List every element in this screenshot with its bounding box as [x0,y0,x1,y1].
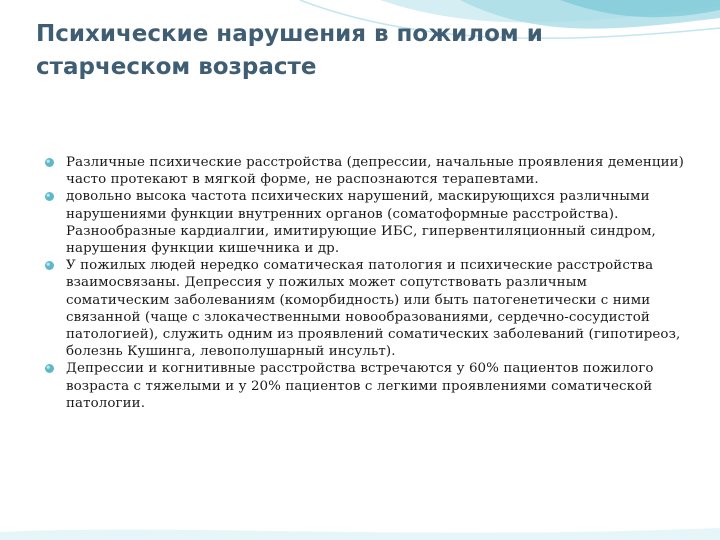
title-line-1: Психические нарушения в пожилом и [36,21,543,47]
bullet-item [44,154,694,188]
bottom-wave-decoration [0,510,720,540]
bullet-text: Депрессии и когнитивные расстройства встречаются у 60% пациентов пожилого возраста с тяжелыми и у 20% пациентов с легкими проявлениями соматической патологии. [66,361,654,411]
bullet-text: довольно высока частота психических нарушений, маскирующихся различными нарушениями функции внутренних органов (соматоформные расстройства). Разнообразные кардиалгии, имитирующие ИБС, гипервентиляционный синдром, нарушения функции кишечника и др. [66,189,656,257]
title-line-2: старческом возрасте [36,54,317,80]
bullet-text: У пожилых людей нередко соматическая патология и психические расстройства взаимосвязаны. Депрессия у пожилых может сопутствовать различным соматическим заболеваниям (коморбидность) или быть патогенетически с ними связанной (чаще с злокачественными новообразованиями, сердечно-сосудистой патологией), служить одним из проявлений соматических заболеваний (гипотиреоз, болезнь Кушинга, левополушарный инсульт). [66,258,681,360]
bullet-item [44,360,694,412]
bullet-icon [44,260,55,271]
bullet-icon [44,191,55,202]
bullet-icon [44,157,55,168]
bullet-item [44,257,694,360]
bullet-text: Различные психические расстройства (депрессии, начальные проявления деменции) часто протекают в мягкой форме, не распознаются терапевтами. [66,155,684,188]
bullet-icon [44,363,55,374]
bullet-item [44,188,694,257]
bottom-wave-shape [0,528,720,540]
bullet-list [44,154,694,412]
slide-title [36,18,636,84]
